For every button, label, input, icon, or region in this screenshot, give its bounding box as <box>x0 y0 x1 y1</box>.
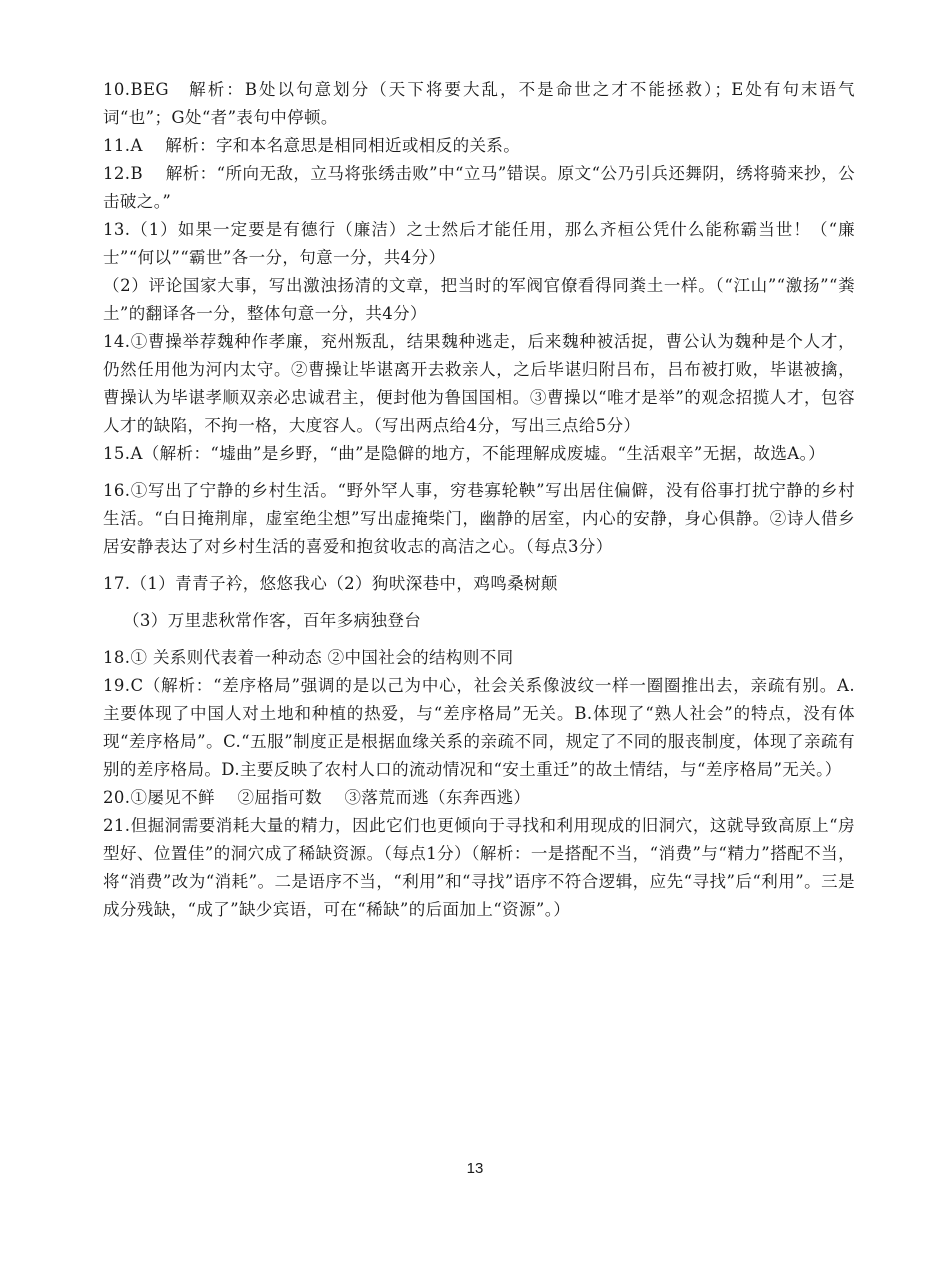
answer-key <box>103 76 855 924</box>
answer-13-part-2: （2）评论国家大事，写出激浊扬清的文章，把当时的军阀官僚看得同粪土一样。（“江山”“激扬”“粪土”的翻译各一分，整体句意一分，共4分） <box>103 276 855 323</box>
answer-15: 15.A（解析：“墟曲”是乡野，“曲”是隐僻的地方，不能理解成废墟。“生活艰辛”无据，故选A。） <box>103 444 826 463</box>
answer-18: 18.① 关系则代表着一种动态 ②中国社会的结构则不同 <box>103 648 514 667</box>
answer-11: 11.A 解析：字和本名意思是相同相近或相反的关系。 <box>103 136 521 155</box>
answer-20: 20.①屡见不鲜 ②屈指可数 ③落荒而逃（东奔西逃） <box>103 788 531 807</box>
answer-13-part-1: 13.（1）如果一定要是有德行（廉洁）之士然后才能任用，那么齐桓公凭什么能称霸当世！（“廉士”“何以”“霸世”各一分，句意一分，共4分） <box>103 220 855 267</box>
answer-12: 12.B 解析：“所向无敌，立马将张绣击败”中“立马”错误。原文“公乃引兵还舞阴，绣将骑来抄，公击破之。” <box>103 164 855 211</box>
answer-16: 16.①写出了宁静的乡村生活。“野外罕人事，穷巷寡轮鞅”写出居住偏僻，没有俗事打扰宁静的乡村生活。“白日掩荆扉，虚室绝尘想”写出虚掩柴门，幽静的居室，内心的安静，身心俱静。②诗人借乡居安静表达了对乡村生活的喜爱和抱贫收志的高洁之心。（每点3分） <box>103 481 855 556</box>
answer-14: 14.①曹操举荐魏种作孝廉，兖州叛乱，结果魏种逃走，后来魏种被活捉，曹公认为魏种是个人才，仍然任用他为河内太守。②曹操让毕谌离开去救亲人，之后毕谌归附吕布，吕布被打败，毕谌被擒，曹操认为毕谌孝顺双亲必忠诚君主，便封他为鲁国国相。③曹操以“唯才是举”的观念招揽人才，包容人才的缺陷，不拘一格，大度容人。（写出两点给4分，写出三点给5分） <box>103 332 855 435</box>
answer-10: 10.BEG 解析：B处以句意划分（天下将要大乱，不是命世之才不能拯救）；E处有句末语气词“也”；G处“者”表句中停顿。 <box>103 80 855 127</box>
page-number: 13 <box>466 1160 484 1177</box>
answer-17-part-3: （3）万里悲秋常作客，百年多病独登台 <box>123 611 422 630</box>
answer-19: 19.C（解析：“差序格局”强调的是以己为中心，社会关系像波纹一样一圈圈推出去，亲疏有别。A.主要体现了中国人对土地和种植的热爱，与“差序格局”无关。B.体现了“熟人社会”的特点，没有体现“差序格局”。C.“五服”制度正是根据血缘关系的亲疏不同，规定了不同的服丧制度，体现了亲疏有别的差序格局。D.主要反映了农村人口的流动情况和“安土重迁”的故土情结，与“差序格局”无关。） <box>103 676 855 779</box>
answer-17: 17.（1）青青子衿，悠悠我心（2）狗吠深巷中，鸡鸣桑树颠 <box>103 574 558 593</box>
answer-21: 21.但掘洞需要消耗大量的精力，因此它们也更倾向于寻找和利用现成的旧洞穴，这就导致高原上“房型好、位置佳”的洞穴成了稀缺资源。（每点1分）（解析：一是搭配不当，“消费”与“精力”搭配不当，将“消费”改为“消耗”。二是语序不当，“利用”和“寻找”语序不符合逻辑，应先“寻找”后“利用”。三是成分残缺，“成了”缺少宾语，可在“稀缺”的后面加上“资源”。） <box>103 816 855 919</box>
